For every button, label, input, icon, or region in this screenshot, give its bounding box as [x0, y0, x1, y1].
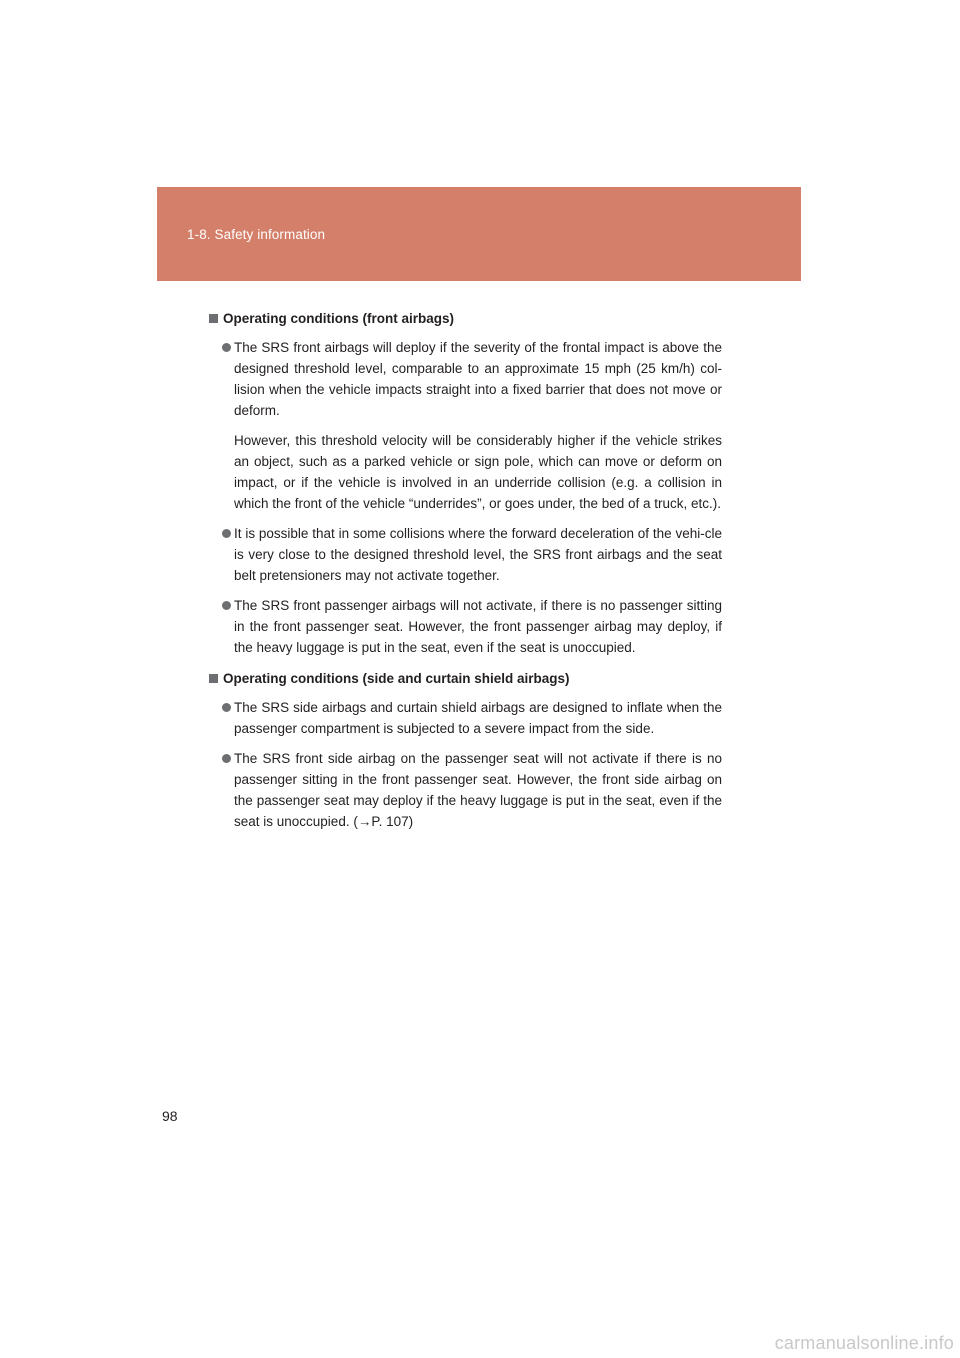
circle-bullet-icon — [222, 703, 231, 712]
circle-bullet-icon — [222, 601, 231, 610]
section-heading-text: Operating conditions (front airbags) — [223, 311, 455, 326]
list-item — [208, 748, 722, 832]
paragraph: The SRS side airbags and curtain shield airbags are designed to inflate when the passenger compartment is subjected to a severe impact from the side. — [234, 700, 722, 736]
content — [208, 309, 722, 843]
paragraph: The SRS front passenger airbags will not activate, if there is no passenger sitting in the front passenger seat. However, the front passenger airbag may deploy, if the heavy luggage is put in the seat, even if the seat is unoccupied. — [234, 598, 722, 655]
list-item — [208, 337, 722, 514]
list-item — [208, 523, 722, 586]
circle-bullet-icon — [222, 754, 231, 763]
list-item — [208, 595, 722, 658]
list-item — [208, 697, 722, 739]
watermark: carmanualsonline.info — [774, 1333, 954, 1353]
paragraph: The SRS front side airbag on the passenger seat will not activate if there is no passenger sitting in the front passenger seat. However, the front side airbag on the passenger seat may deploy if the heavy luggage is put in the seat, even if the seat is unoccupied. (→P. 107) — [234, 751, 722, 829]
header-band — [157, 187, 801, 281]
section-front-airbags — [208, 309, 722, 658]
square-bullet-icon — [209, 314, 218, 323]
section-side-curtain-airbags — [208, 669, 722, 832]
section-heading-text: Operating conditions (side and curtain shield airbags) — [223, 671, 570, 686]
section-heading — [208, 669, 722, 689]
paragraph: It is possible that in some collisions where the forward deceleration of the vehi-cle is very close to the designed threshold level, the SRS front airbags and the seat belt pretensioners may not activate together. — [234, 526, 722, 583]
section-heading — [208, 309, 722, 329]
circle-bullet-icon — [222, 529, 231, 538]
square-bullet-icon — [209, 674, 218, 683]
circle-bullet-icon — [222, 343, 231, 352]
section-label: 1-8. Safety information — [187, 227, 326, 242]
paragraph: However, this threshold velocity will be considerably higher if the vehicle strikes an object, such as a parked vehicle or sign pole, which can move or deform on impact, or if the vehicle is involved in an underride collision (e.g. a collision in which the front of the vehicle “underrides”, or goes under, the bed of a truck, etc.). — [234, 433, 722, 511]
paragraph: The SRS front airbags will deploy if the severity of the frontal impact is above the designed threshold level, comparable to an approximate 15 mph (25 km/h) col-lision when the vehicle impacts straight into a fixed barrier that does not move or deform. — [234, 340, 722, 418]
page-number: 98 — [162, 1108, 178, 1124]
